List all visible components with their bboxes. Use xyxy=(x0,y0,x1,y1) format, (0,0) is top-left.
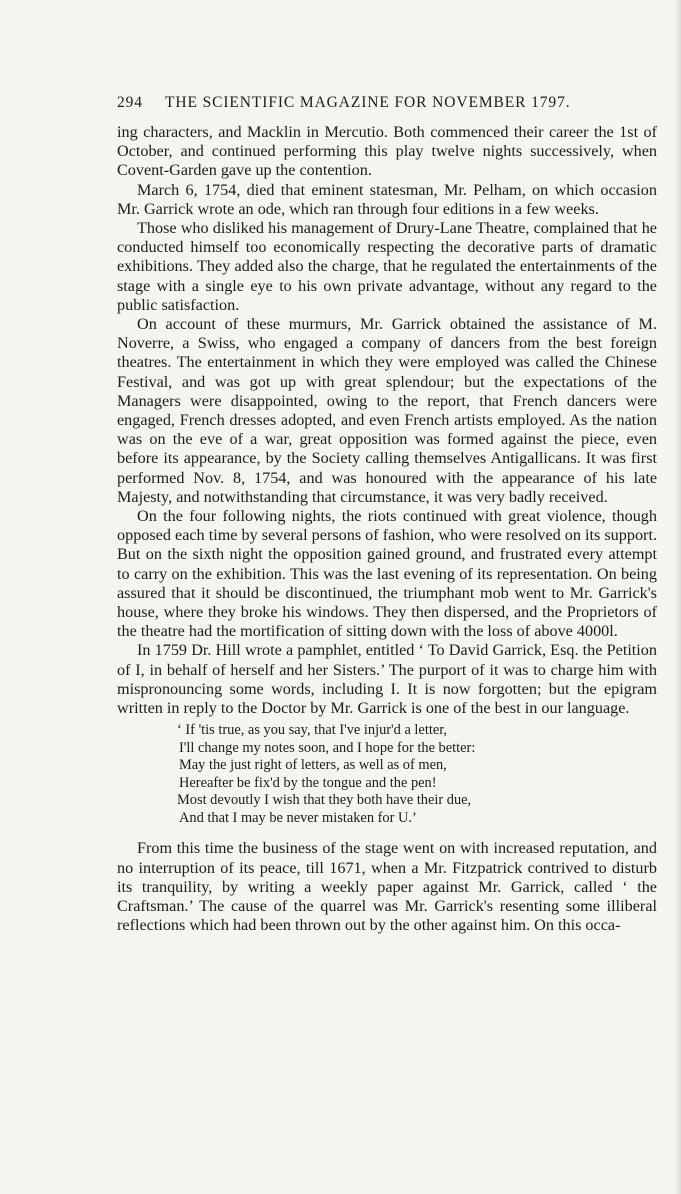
verse-line: And that I may be never mistaken for U.’ xyxy=(179,809,417,826)
running-header xyxy=(117,94,637,112)
paragraph-7: From this time the business of the stage went on with increased reputation, and no interruption of its peace, till 1671, when a Mr. Fitzpatrick contrived to disturb its tranquility, by writing a weekly paper against Mr. Garrick, called ‘ the Craftsman.’ The cause of the quarrel was Mr. Garrick's resenting some illiberal reflections which had been thrown out by the other against him. On this occa- xyxy=(117,839,657,935)
verse-line: May the just right of letters, as well as of men, xyxy=(179,757,447,774)
paragraph-5: On the four following nights, the riots continued with great violence, though opposed each time by several persons of fashion, who were resolved on its support. But on the sixth night the opposition gained ground, and frustrated every attempt to carry on the exhibition. This was the last evening of its representation. On being assured that it should be discontinued, the triumphant mob went to Mr. Garrick's house, where they broke his windows. They then dispersed, and the Proprietors of the theatre had the mortification of sitting down with the loss of above 4000l. xyxy=(117,507,657,641)
paragraph-6: In 1759 Dr. Hill wrote a pamphlet, entitled ‘ To David Garrick, Esq. the Petition of I, in behalf of herself and her Sisters.’ The purport of it was to charge him with mispronouncing some words, including I. It is now forgotten; but the epigram written in reply to the Doctor by Mr. Garrick is one of the best in our language. xyxy=(117,641,657,718)
paragraph-4: On account of these murmurs, Mr. Garrick obtained the assistance of M. Noverre, a Swiss, who engaged a company of dancers from the best foreign theatres. The entertainment in which they were employed was called the Chinese Festival, and was got up with great splendour; but the expectations of the Managers were disappointed, owing to the report, that French dancers were engaged, French dresses adopted, and even French artists employed. As the nation was on the eve of a war, great opposition was formed against the piece, even before its appearance, by the Society calling themselves Antigallicans. It was first performed Nov. 8, 1754, and was honoured with the appearance of his late Majesty, and notwithstanding that circumstance, it was very badly received. xyxy=(117,315,657,506)
paragraph-3: Those who disliked his management of Drury-Lane Theatre, complained that he conducted himself too economically respecting the decorative parts of dramatic exhibitions. They added also the charge, that he regulated the entertainments of the stage with a single eye to his own private advantage, without any regard to the public satisfaction. xyxy=(117,219,657,314)
epigram-verse xyxy=(177,722,657,827)
running-title: THE SCIENTIFIC MAGAZINE FOR NOVEMBER 1797. xyxy=(165,94,571,111)
verse-line: Hereafter be fix'd by the tongue and the pen! xyxy=(179,774,437,791)
page-edge-shadow xyxy=(675,0,681,1194)
verse-line: I'll change my notes soon, and I hope for the better: xyxy=(179,739,476,756)
paragraph-1: ing characters, and Macklin in Mercutio. Both commenced their career the 1st of October, and continued performing this play twelve nights successively, when Covent-Garden gave up the contention. xyxy=(117,123,657,180)
page-number: 294 xyxy=(117,94,143,111)
paragraph-2: March 6, 1754, died that eminent statesman, Mr. Pelham, on which occasion Mr. Garrick wrote an ode, which ran through four editions in a few weeks. xyxy=(117,180,657,218)
body-text xyxy=(117,123,657,935)
verse-line: ‘ If 'tis true, as you say, that I've injur'd a letter, xyxy=(177,722,448,739)
verse-line: Most devoutly I wish that they both have their due, xyxy=(177,792,472,809)
